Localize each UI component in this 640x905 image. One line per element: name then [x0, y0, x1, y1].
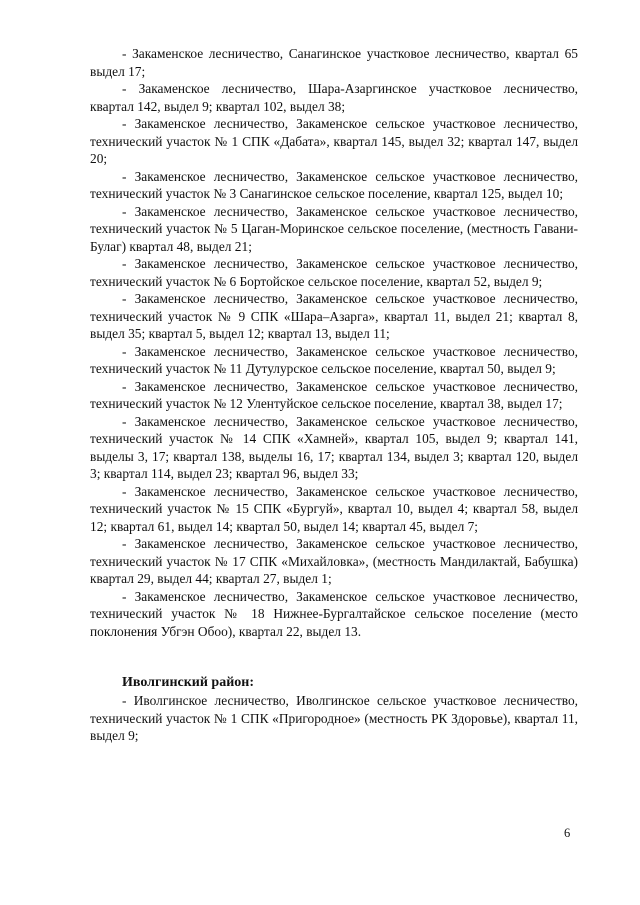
list-item: - Закаменское лесничество, Закаменское сельское участковое лесничество, технический участок № 6 Бортойское сельское поселение, квартал 52, выдел 9;: [90, 256, 578, 289]
section-spacer: [90, 640, 578, 674]
list-item: - Закаменское лесничество, Закаменское сельское участковое лесничество, технический участок № 1 СПК «Дабата», квартал 145, выдел 32; квартал 147, выдел 20;: [90, 116, 578, 166]
list-item: - Закаменское лесничество, Закаменское сельское участковое лесничество, технический участок № 14 СПК «Хамней», квартал 105, выдел 9; квартал 141, выделы 3, 17; квартал 138, выделы 16, 17; квартал 134, выдел 3; квартал 120, выдел 3; квартал 114, выдел 23; квартал 96, выдел 33;: [90, 413, 578, 481]
page-number: 6: [564, 826, 571, 840]
list-item: - Закаменское лесничество, Закаменское сельское участковое лесничество, технический участок № 15 СПК «Бургуй», квартал 10, выдел 4; квартал 58, выдел 12; квартал 61, выдел 14; квартал 50, выдел 14; квартал 45, выдел 7;: [90, 483, 578, 534]
document-page: [90, 45, 578, 745]
list-item: - Закаменское лесничество, Закаменское сельское участковое лесничество, технический участок № 9 СПК «Шара–Азарга», квартал 11, выдел 21; квартал 8, выдел 35; квартал 5, выдел 12; квартал 13, выдел 11;: [90, 291, 578, 341]
section-heading: Иволгинский район:: [122, 675, 255, 690]
list-item: - Закаменское лесничество, Шара-Азаргинское участковое лесничество, квартал 142, выдел 9; квартал 102, выдел 38;: [90, 81, 578, 114]
list-item: - Закаменское лесничество, Закаменское сельское участковое лесничество, технический участок № 11 Дутулурское сельское поселение, квартал 50, выдел 9;: [90, 343, 578, 376]
list-item: - Закаменское лесничество, Закаменское сельское участковое лесничество, технический участок № 5 Цаган-Моринское сельское поселение, (местность Гавани-Булаг) квартал 48, выдел 21;: [90, 203, 578, 254]
list-item: - Закаменское лесничество, Закаменское сельское участковое лесничество, технический участок № 18 Нижнее-Бургалтайское сельское поселение (место поклонения Убгэн Обоо), квартал 22, выдел 13.: [90, 588, 578, 639]
list-item: - Закаменское лесничество, Закаменское сельское участковое лесничество, технический участок № 3 Санагинское сельское поселение, квартал 125, выдел 10;: [90, 168, 578, 201]
list-item: - Закаменское лесничество, Санагинское участковое лесничество, квартал 65 выдел 17;: [90, 46, 578, 79]
list-item: - Закаменское лесничество, Закаменское сельское участковое лесничество, технический участок № 12 Улентуйское сельское поселение, квартал 38, выдел 17;: [90, 378, 578, 411]
list-item: - Закаменское лесничество, Закаменское сельское участковое лесничество, технический участок № 17 СПК «Михайловка», (местность Мандилактай, Бабушка) квартал 29, выдел 44; квартал 27, выдел 1;: [90, 536, 578, 586]
list-item: - Иволгинское лесничество, Иволгинское сельское участковое лесничество, технический участок № 1 СПК «Пригородное» (местность РК Здоровье), квартал 11, выдел 9;: [90, 693, 578, 743]
